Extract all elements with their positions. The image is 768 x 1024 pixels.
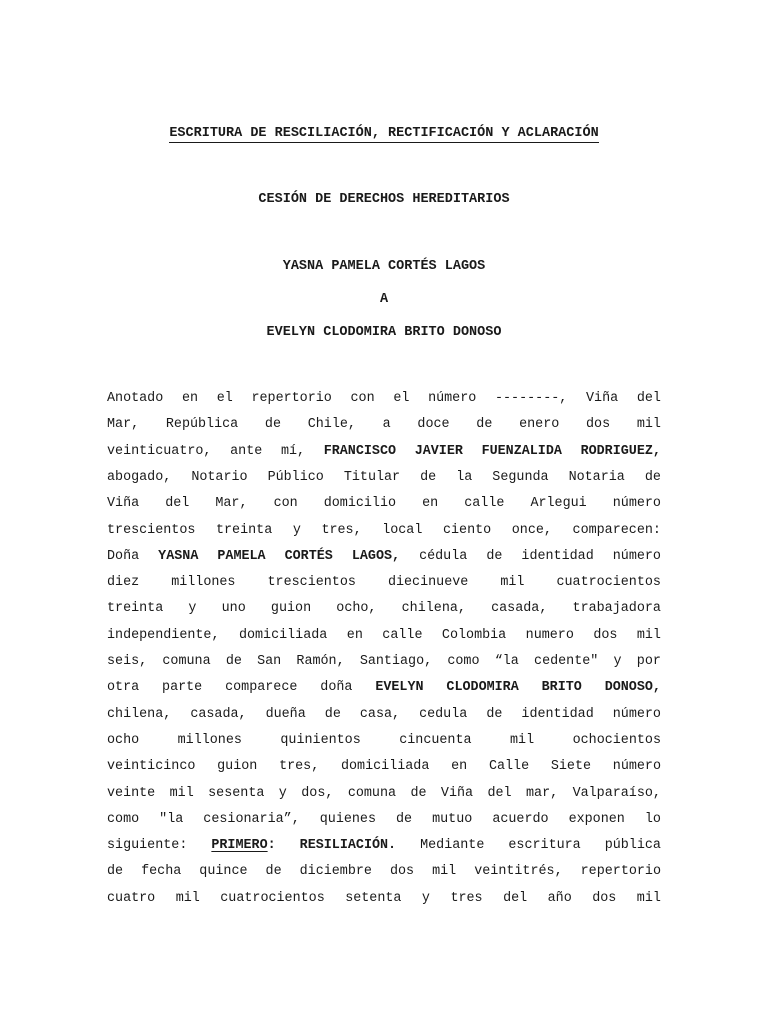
body-word: Siete (550, 759, 592, 775)
body-word: domiciliada (340, 759, 430, 775)
body-word: Santiago, (359, 654, 433, 669)
body-word: trescientos (267, 575, 356, 591)
body-word: del (636, 391, 661, 406)
body-word: ocho, (336, 601, 377, 617)
body-line (107, 890, 661, 908)
body-word: escritura (508, 838, 581, 854)
body-word: y (292, 522, 301, 538)
body-word: Colombia (441, 627, 507, 643)
body-word: CLODOMIRA (446, 680, 519, 696)
body-word: pública (604, 838, 661, 854)
document-title (0, 125, 768, 143)
body-word: FRANCISCO (323, 443, 397, 459)
body-word: dos (592, 890, 617, 906)
party-from: YASNA PAMELA CORTÉS LAGOS (282, 259, 486, 274)
body-word: número (428, 391, 477, 406)
body-word: domicilio (323, 496, 397, 512)
body-word: de (644, 469, 661, 485)
body-word: número (612, 548, 661, 564)
body-word: Anotado (107, 391, 164, 406)
body-word: por (636, 654, 661, 669)
body-word: millones (177, 732, 242, 748)
body-word: chilena, (401, 601, 466, 617)
body-word: guion (217, 759, 258, 775)
body-word: diciembre (299, 864, 372, 880)
body-word: mil (636, 890, 661, 906)
body-word: en (181, 391, 199, 406)
body-word: comparecen: (572, 522, 661, 538)
body-word: mil (636, 417, 661, 433)
body-word: CORTÉS (284, 548, 333, 564)
body-word: número (612, 496, 661, 512)
body-word: año (547, 890, 572, 906)
body-line (107, 679, 661, 697)
body-word: abogado, (107, 469, 172, 485)
body-word: de (486, 706, 503, 722)
body-word: Notaria (568, 469, 625, 485)
body-word: cesionaria”, (203, 811, 300, 827)
body-word: Mar, (107, 417, 140, 433)
body-word: lo (644, 811, 661, 827)
body-word: en (451, 759, 468, 775)
body-word: “la (494, 654, 519, 669)
body-word: EVELYN (375, 680, 424, 696)
body-word: Arlegui (530, 496, 587, 512)
body-word: local (382, 522, 423, 538)
body-word: con (273, 496, 298, 512)
body-word: mil (175, 890, 200, 906)
body-word: de (324, 706, 341, 722)
body-word: como (447, 654, 480, 669)
body-word: identidad (521, 706, 594, 722)
body-word: repertorio (580, 864, 661, 880)
body-word: el (216, 391, 233, 406)
body-word: fecha (141, 864, 182, 880)
body-word: del (503, 890, 528, 906)
body-word: y (613, 654, 622, 669)
body-word: RESILIACIÓN. (299, 838, 397, 854)
body-word: de (410, 785, 427, 801)
body-word: y (188, 601, 197, 617)
body-word: dos (586, 417, 611, 433)
body-word: tres, (279, 759, 320, 775)
body-word: diecinueve (387, 575, 469, 591)
body-line (107, 600, 661, 618)
body-word: identidad (521, 548, 594, 564)
body-line (107, 469, 661, 487)
body-word: de (264, 417, 281, 433)
body-word: millones (171, 575, 236, 591)
body-word: de (396, 811, 413, 827)
body-word: RODRIGUEZ, (580, 443, 661, 459)
body-word: trescientos (107, 522, 196, 538)
body-word: Viña (440, 785, 474, 801)
body-word: comuna (347, 785, 397, 801)
body-word: tres (450, 890, 483, 906)
body-word: de (420, 469, 437, 485)
body-word: repertorio (251, 391, 332, 406)
body-word: "la (159, 811, 184, 827)
body-word: veinte (107, 785, 156, 801)
body-word: mil (636, 627, 661, 643)
body-word: quinientos (280, 732, 361, 748)
body-word: treinta (215, 522, 273, 538)
body-word: de (107, 864, 124, 880)
body-word: cedula (419, 706, 468, 722)
body-word: JAVIER (414, 443, 463, 459)
body-word: quienes (319, 811, 376, 827)
body-word: veinticinco (107, 759, 196, 775)
body-word: siguiente: (107, 838, 188, 854)
body-word: DONOSO, (604, 680, 661, 696)
body-word: calle (464, 496, 505, 512)
body-word: dos (593, 627, 618, 643)
body-word: veintitrés, (474, 864, 563, 880)
body-word: Ramón, (296, 654, 345, 669)
body-line (107, 653, 661, 671)
body-word: cuatrocientos (556, 575, 661, 591)
body-word: Viña (107, 496, 140, 512)
body-word: sesenta (208, 785, 265, 801)
document-subtitle: CESIÓN DE DERECHOS HEREDITARIOS (258, 192, 510, 207)
body-line (107, 574, 661, 592)
body-word: en (422, 496, 439, 512)
body-word: enero (519, 417, 560, 433)
party-connector: A (379, 292, 389, 307)
body-word: Chile, (307, 417, 356, 433)
body-line (107, 522, 661, 540)
body-word: Titular (343, 469, 401, 485)
body-line (107, 416, 661, 434)
body-word: diez (107, 575, 140, 591)
document-title-text: ESCRITURA DE RESCILIACIÓN, RECTIFICACIÓN Y ACLARACIÓN (169, 126, 599, 141)
body-word: cuatro (107, 890, 156, 906)
body-word: Calle (488, 759, 530, 775)
body-word: guion (270, 601, 312, 617)
body-word: dos, (301, 785, 334, 801)
body-word: como (107, 811, 140, 827)
body-word: --------, (494, 391, 568, 406)
body-word: mar, (526, 785, 559, 801)
body-line (107, 443, 661, 461)
body-word: independiente, (107, 627, 220, 643)
body-line (107, 627, 661, 645)
body-word: Mar, (215, 496, 248, 512)
body-word: cédula (419, 548, 468, 564)
body-line (107, 811, 661, 829)
body-word: la (456, 469, 473, 485)
body-word: el (393, 391, 410, 406)
body-word: PAMELA (217, 548, 266, 564)
body-line (107, 495, 661, 513)
body-word: mí, (280, 443, 306, 459)
body-word: casada, (190, 706, 247, 722)
body-word: cincuenta (399, 732, 472, 748)
body-word: y (278, 785, 287, 801)
body-line (107, 548, 661, 566)
body-word: casa, (359, 706, 401, 722)
body-word: comparece (225, 680, 298, 696)
body-word: República (165, 417, 239, 433)
body-line (107, 706, 661, 724)
body-word: de (225, 654, 242, 669)
body-word: calle (382, 627, 423, 643)
body-word: ocho (107, 732, 140, 748)
body-word: otra (107, 680, 140, 696)
body-word: comuna (162, 654, 211, 669)
body-word: PRIMERO: (211, 838, 276, 854)
body-word: y (421, 890, 430, 906)
body-word: San (257, 654, 282, 669)
body-word: mutuo (432, 811, 473, 827)
party-to: EVELYN CLODOMIRA BRITO DONOSO (266, 325, 502, 340)
body-word: número (612, 759, 661, 775)
body-line (107, 390, 661, 408)
body-word: a (382, 417, 391, 433)
body-word: quince (199, 864, 248, 880)
body-line (107, 758, 661, 776)
body-word: ochocientos (572, 732, 661, 748)
body-word: dos (389, 864, 415, 880)
body-word: trabajadora (572, 601, 661, 617)
body-word: exponen (568, 811, 625, 827)
body-word: de (265, 864, 282, 880)
body-word: tres, (321, 522, 362, 538)
body-word: de (486, 548, 503, 564)
body-word: mil (432, 864, 457, 880)
body-word: acuerdo (492, 811, 549, 827)
body-line (107, 863, 661, 881)
body-word: Doña (107, 548, 140, 564)
body-word: parte (162, 680, 203, 696)
body-word: cuatrocientos (220, 890, 325, 906)
body-word: mil (500, 575, 525, 591)
body-word: en (346, 627, 363, 643)
body-word: del (165, 496, 190, 512)
body-word: de (476, 417, 493, 433)
body-word: once, (511, 522, 552, 538)
body-word: Público (267, 469, 324, 485)
body-word: ante (230, 443, 263, 459)
body-word: numero (525, 627, 574, 643)
body-word: Mediante (420, 838, 485, 854)
body-line (107, 732, 661, 750)
body-word: del (487, 785, 512, 801)
body-word: BRITO (541, 680, 582, 696)
body-word: cedente" (534, 654, 599, 669)
body-word: mil (169, 785, 194, 801)
body-word: número (612, 706, 661, 722)
body-word: doce (417, 417, 450, 433)
body-word: uno (221, 601, 246, 617)
body-word: con (350, 391, 375, 406)
body-word: casada, (491, 601, 548, 617)
body-word: LAGOS, (351, 548, 401, 564)
body-word: Notario (191, 469, 248, 485)
body-word: Segunda (492, 469, 549, 485)
body-word: doña (320, 680, 353, 696)
body-word: domiciliada (238, 627, 328, 643)
body-word: Viña (586, 391, 619, 406)
body-word: dueña (265, 706, 306, 722)
body-word: mil (510, 732, 535, 748)
body-word: veinticuatro, (107, 443, 212, 459)
body-word: treinta (107, 601, 164, 617)
body-word: ciento (442, 522, 492, 538)
body-word: Valparaíso, (572, 785, 661, 801)
body-word: chilena, (107, 706, 172, 722)
body-word: YASNA (158, 548, 199, 564)
body-word: setenta (345, 890, 402, 906)
body-line (107, 837, 661, 855)
body-line (107, 785, 661, 803)
body-word: seis, (107, 654, 148, 669)
body-word: FUENZALIDA (481, 443, 562, 459)
